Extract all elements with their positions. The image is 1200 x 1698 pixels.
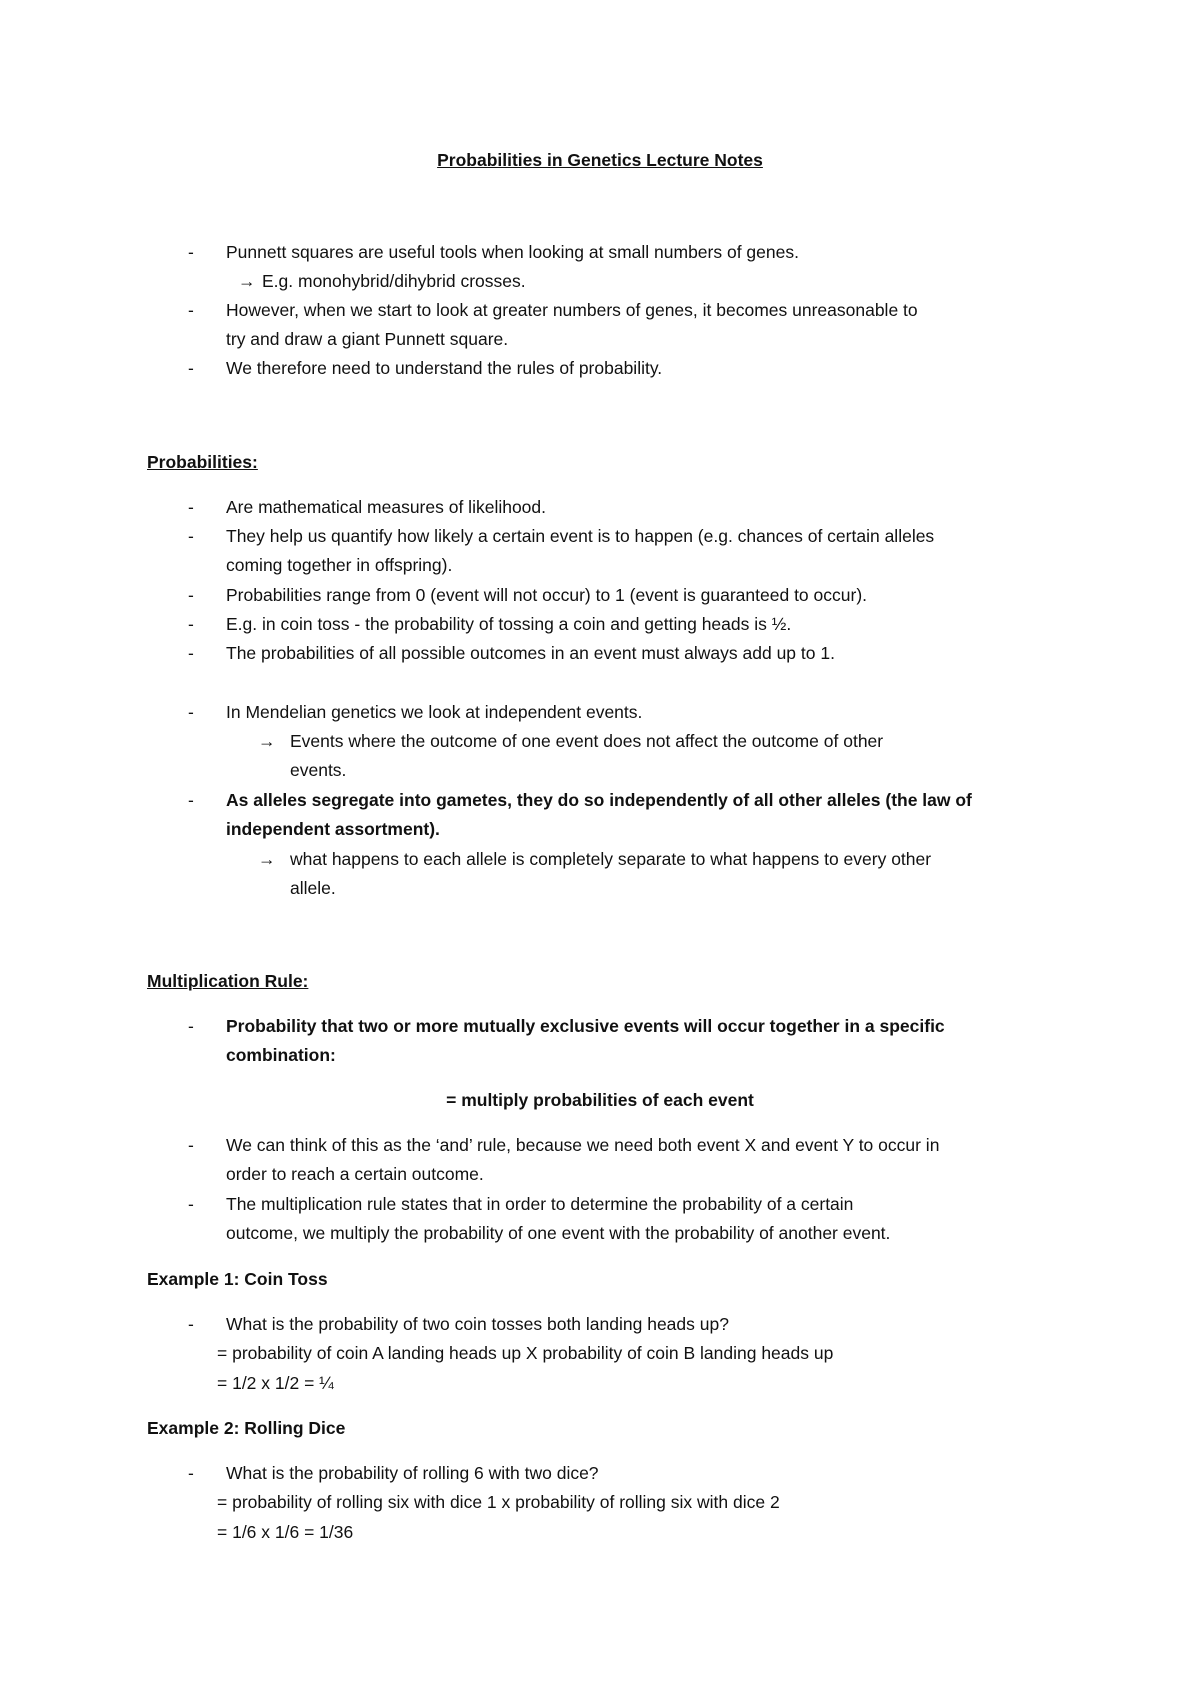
section-heading-probabilities: Probabilities: (147, 452, 258, 472)
mult-bullet-2-line-1: We can think of this as the ‘and’ rule, because we need both event X and event Y to occur in (226, 1135, 940, 1155)
intro-bullet-3: We therefore need to understand the rules of probability. (226, 358, 663, 378)
intro-bullet-2-line-2: try and draw a giant Punnett square. (226, 329, 509, 349)
section-heading-multiplication-rule: Multiplication Rule: (147, 971, 309, 991)
bullet-dash: - (188, 790, 194, 810)
bullet-dash: - (188, 526, 194, 546)
prob-sub-bullet-6-line-2: events. (290, 760, 347, 780)
bullet-dash: - (188, 702, 194, 722)
bullet-dash: - (188, 1314, 194, 1334)
prob-bullet-5: The probabilities of all possible outcomes in an event must always add up to 1. (226, 643, 835, 663)
mult-bullet-3-line-2: outcome, we multiply the probability of one event with the probability of another event. (226, 1223, 891, 1243)
intro-sub-bullet-1: E.g. monohybrid/dihybrid crosses. (262, 271, 526, 291)
arrow-icon: → (238, 271, 256, 291)
example-1-answer-line-1: = probability of coin A landing heads up X probability of coin B landing heads up (217, 1343, 834, 1363)
mult-bullet-3-line-1: The multiplication rule states that in order to determine the probability of a certain (226, 1194, 854, 1214)
prob-bullet-4: E.g. in coin toss - the probability of tossing a coin and getting heads is ½. (226, 614, 792, 634)
bullet-dash: - (188, 643, 194, 663)
prob-sub-bullet-6-line-1: Events where the outcome of one event does not affect the outcome of other (290, 731, 884, 751)
mult-formula: = multiply probabilities of each event (446, 1090, 754, 1110)
bullet-dash: - (188, 1016, 194, 1036)
prob-bullet-7-line-2: independent assortment). (226, 819, 440, 839)
mult-bullet-1-line-1: Probability that two or more mutually exclusive events will occur together in a specific (226, 1016, 945, 1036)
example-2-title: Example 2: Rolling Dice (147, 1418, 346, 1438)
example-1-title: Example 1: Coin Toss (147, 1269, 328, 1289)
example-2-question: What is the probability of rolling 6 with two dice? (226, 1463, 599, 1483)
bullet-dash: - (188, 1135, 194, 1155)
bullet-dash: - (188, 1463, 194, 1483)
prob-sub-bullet-7-line-1: what happens to each allele is completely separate to what happens to every other (290, 849, 932, 869)
bullet-dash: - (188, 497, 194, 517)
arrow-icon: → (258, 731, 276, 751)
mult-bullet-2-line-2: order to reach a certain outcome. (226, 1164, 484, 1184)
prob-bullet-3: Probabilities range from 0 (event will not occur) to 1 (event is guaranteed to occur). (226, 585, 868, 605)
bullet-dash: - (188, 585, 194, 605)
prob-bullet-6: In Mendelian genetics we look at independent events. (226, 702, 643, 722)
prob-bullet-1: Are mathematical measures of likelihood. (226, 497, 547, 517)
mult-bullet-1-line-2: combination: (226, 1045, 336, 1065)
intro-bullet-2-line-1: However, when we start to look at greater numbers of genes, it becomes unreasonable to (226, 300, 918, 320)
intro-bullet-1: Punnett squares are useful tools when looking at small numbers of genes. (226, 242, 799, 262)
example-2-answer-line-1: = probability of rolling six with dice 1 x probability of rolling six with dice 2 (217, 1492, 780, 1512)
example-1-answer-line-2: = 1/2 x 1/2 = ¼ (217, 1373, 334, 1393)
prob-bullet-2-line-1: They help us quantify how likely a certain event is to happen (e.g. chances of certain alleles (226, 526, 935, 546)
page-title: Probabilities in Genetics Lecture Notes (437, 150, 763, 170)
prob-bullet-7-line-1: As alleles segregate into gametes, they do so independently of all other alleles (the law of (226, 790, 972, 810)
bullet-dash: - (188, 300, 194, 320)
prob-sub-bullet-7-line-2: allele. (290, 878, 336, 898)
bullet-dash: - (188, 1194, 194, 1214)
bullet-dash: - (188, 242, 194, 262)
prob-bullet-2-line-2: coming together in offspring). (226, 555, 453, 575)
example-1-question: What is the probability of two coin tosses both landing heads up? (226, 1314, 729, 1334)
example-2-answer-line-2: = 1/6 x 1/6 = 1/36 (217, 1522, 354, 1542)
bullet-dash: - (188, 614, 194, 634)
arrow-icon: → (258, 849, 276, 869)
bullet-dash: - (188, 358, 194, 378)
